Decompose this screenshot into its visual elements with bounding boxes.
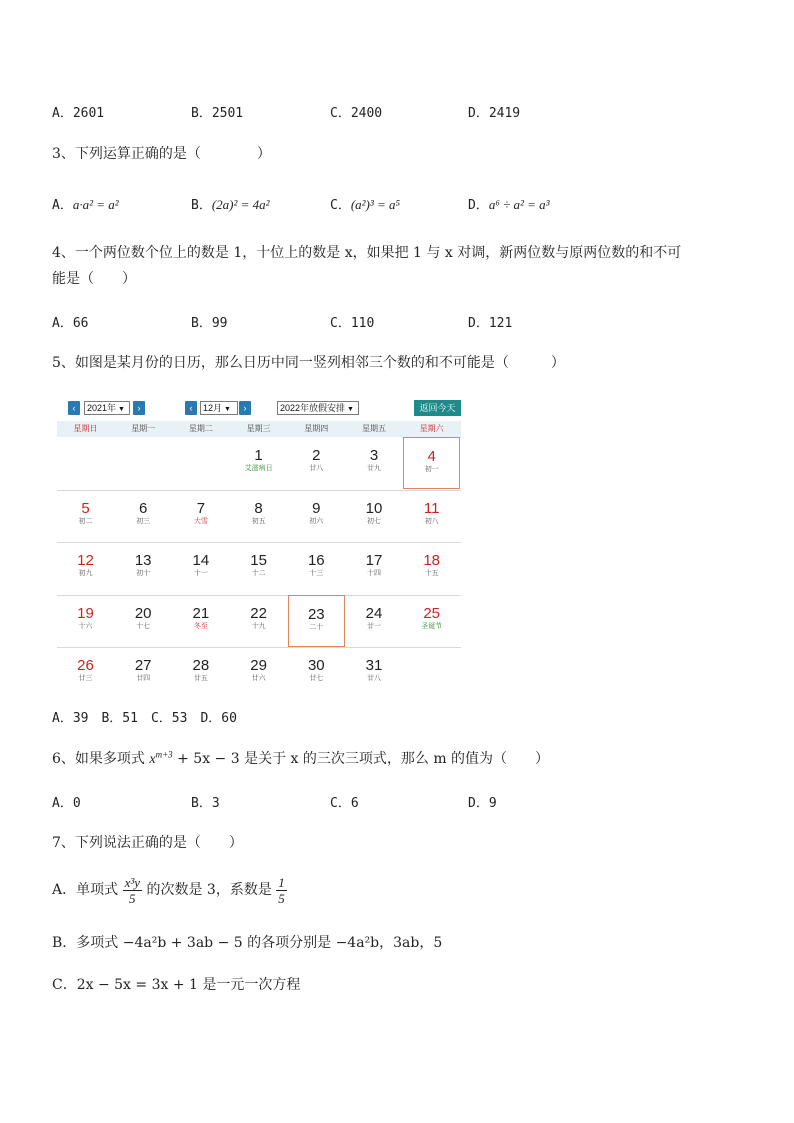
calendar-lunar-label: 大雪 xyxy=(193,517,208,525)
calendar-lunar-label: 十四 xyxy=(367,570,381,577)
q3-option-d xyxy=(468,194,550,213)
calendar-day-cell[interactable] xyxy=(230,437,287,489)
calendar-day-cell[interactable] xyxy=(57,542,114,594)
calendar-lunar-label: 廿七 xyxy=(309,675,324,682)
calendar-day-cell[interactable] xyxy=(57,595,114,647)
q7-option-b: B．多项式 −4a²b + 3ab − 5 的各项分别是 −4a²b，3ab，5 xyxy=(52,935,443,951)
q7-monomial-numerator: x³y xyxy=(124,874,141,890)
calendar-lunar-label: 十三 xyxy=(309,570,324,577)
calendar-lunar-label: 初十 xyxy=(136,570,151,577)
weekday-mon: 星期一 xyxy=(131,424,156,433)
calendar-day-cell[interactable] xyxy=(172,542,229,594)
calendar-day-number: 11 xyxy=(423,499,440,517)
calendar-day-number: 1 xyxy=(254,447,263,464)
year-select-value: 2021年 xyxy=(87,403,117,413)
calendar-day-number: 14 xyxy=(192,552,210,569)
calendar-lunar-label: 初五 xyxy=(251,517,266,525)
calendar-day-number: 6 xyxy=(139,499,148,517)
calendar-day-cell[interactable] xyxy=(346,437,403,489)
calendar-day-cell[interactable] xyxy=(115,490,172,542)
q4-stem-line2: 能是（ ） xyxy=(52,271,136,287)
calendar-lunar-label: 十一 xyxy=(193,570,208,577)
calendar-lunar-label: 十二 xyxy=(251,570,266,577)
weekday-sat: 星期六 xyxy=(419,424,444,433)
calendar-lunar-label: 冬至 xyxy=(193,622,208,630)
q4-option-d: D．121 xyxy=(468,316,513,331)
q6-expr-base: x xyxy=(149,752,156,767)
q4-option-a: A．66 xyxy=(52,316,89,331)
calendar-lunar-label: 廿六 xyxy=(251,675,266,682)
month-select[interactable] xyxy=(200,401,238,415)
calendar-lunar-label: 十九 xyxy=(251,622,266,630)
q3-stem: 3、下列运算正确的是（ ） xyxy=(52,146,271,162)
calendar-lunar-label: 初九 xyxy=(78,570,93,577)
calendar-day-number: 7 xyxy=(196,499,206,517)
q6-option-c: C．6 xyxy=(330,796,359,811)
q3-option-a-label: A． xyxy=(52,198,73,213)
calendar-day-cell[interactable] xyxy=(346,490,403,542)
year-select[interactable] xyxy=(84,401,130,415)
q7-coefficient-fraction xyxy=(276,875,287,906)
q4-option-c: C．110 xyxy=(330,316,375,331)
calendar-day-number: 17 xyxy=(365,552,383,569)
calendar-lunar-label: 初一 xyxy=(424,466,439,473)
calendar-lunar-label: 初二 xyxy=(78,517,93,525)
calendar-day-number: 27 xyxy=(134,657,152,674)
calendar-day-cell[interactable] xyxy=(346,542,403,594)
calendar-lunar-label: 廿八 xyxy=(367,675,381,682)
calendar-day-number: 22 xyxy=(250,604,267,622)
calendar-day-cell[interactable] xyxy=(230,595,287,647)
calendar-day-cell[interactable] xyxy=(288,647,345,699)
q3-option-c-label: C． xyxy=(330,198,351,213)
q7-monomial-fraction xyxy=(123,875,142,906)
next-year-button[interactable]: › xyxy=(133,401,145,415)
q7-option-a-mid: 的次数是 3，系数是 xyxy=(146,882,272,898)
calendar-day-number: 13 xyxy=(134,552,152,569)
calendar-day-cell[interactable] xyxy=(115,542,172,594)
calendar-day-cell[interactable] xyxy=(288,542,345,594)
calendar-lunar-label: 艾滋病日 xyxy=(244,465,273,472)
chevron-down-icon: ▼ xyxy=(118,406,125,413)
calendar-lunar-label: 廿八 xyxy=(309,465,324,472)
q7-stem: 7、下列说法正确的是（ ） xyxy=(52,835,243,851)
calendar-day-number: 16 xyxy=(307,552,325,569)
q7-coefficient-denominator: 5 xyxy=(278,890,285,906)
calendar-day-cell[interactable] xyxy=(57,490,114,542)
calendar-day-cell[interactable] xyxy=(230,542,287,594)
calendar-day-number: 12 xyxy=(77,552,94,569)
calendar-day-number: 8 xyxy=(254,499,263,517)
next-month-button[interactable]: › xyxy=(239,401,251,415)
calendar-lunar-label: 圣诞节 xyxy=(421,622,443,630)
weekday-fri: 星期五 xyxy=(362,424,386,433)
calendar-day-cell[interactable] xyxy=(57,647,114,699)
q4-stem-line1: 4、一个两位数个位上的数是 1，十位上的数是 x，如果把 1 与 x 对调，新两位数与原两位数的和不可 xyxy=(52,245,682,261)
chevron-down-icon: ▼ xyxy=(347,406,354,413)
calendar-day-cell[interactable] xyxy=(288,437,345,489)
calendar-lunar-label: 十六 xyxy=(78,622,93,630)
q7-monomial-denominator: 5 xyxy=(129,890,136,906)
calendar-toolbar xyxy=(57,397,461,419)
calendar-day-cell[interactable] xyxy=(403,595,460,647)
q3-option-a xyxy=(52,194,119,213)
calendar-lunar-label: 廿九 xyxy=(367,465,381,472)
calendar-day-cell[interactable] xyxy=(230,647,287,699)
calendar-day-number: 9 xyxy=(312,499,321,517)
q3-option-d-label: D． xyxy=(468,198,489,213)
calendar-day-cell[interactable] xyxy=(346,595,403,647)
q6-option-d: D．9 xyxy=(468,796,497,811)
chevron-down-icon: ▼ xyxy=(224,406,231,413)
weekday-wed: 星期三 xyxy=(246,424,271,433)
calendar-day-number: 3 xyxy=(369,447,379,464)
calendar-day-number: 25 xyxy=(423,604,441,622)
q3-option-d-expr: a⁶ ÷ a² = a³ xyxy=(488,197,550,212)
q6-expr-rest: + 5x − 3 xyxy=(172,751,240,767)
calendar-day-number: 24 xyxy=(365,604,383,622)
calendar-day-cell[interactable] xyxy=(230,490,287,542)
q3-option-c xyxy=(330,194,400,213)
calendar-day-number: 4 xyxy=(427,448,436,465)
calendar-lunar-label: 廿五 xyxy=(193,675,208,682)
calendar-lunar-label: 十七 xyxy=(136,622,151,630)
calendar-day-cell[interactable] xyxy=(115,647,172,699)
weekday-tue: 星期二 xyxy=(188,424,213,433)
calendar-day-cell[interactable] xyxy=(403,490,460,542)
calendar-lunar-label: 初七 xyxy=(367,517,381,525)
q7-option-a-prefix: A．单项式 xyxy=(52,882,119,898)
q2-option-d: D．2419 xyxy=(468,106,521,121)
calendar-widget xyxy=(57,397,461,687)
calendar-day-cell[interactable] xyxy=(403,437,460,489)
calendar-day-number: 29 xyxy=(250,657,267,674)
calendar-lunar-label: 十五 xyxy=(424,570,439,577)
calendar-lunar-label: 廿四 xyxy=(136,675,151,682)
calendar-lunar-label: 初六 xyxy=(309,517,324,525)
holiday-select[interactable] xyxy=(277,401,359,415)
q3-option-c-expr: (a²)³ = a⁵ xyxy=(350,197,401,212)
calendar-day-number: 28 xyxy=(192,657,210,674)
prev-month-button[interactable]: ‹ xyxy=(185,401,197,415)
today-button[interactable]: 返回今天 xyxy=(414,400,461,416)
q3-option-a-expr: a·a² = a² xyxy=(72,197,119,212)
calendar-day-number: 20 xyxy=(134,604,152,622)
q2-option-b: B．2501 xyxy=(191,106,244,121)
calendar-lunar-label: 二十 xyxy=(309,623,324,631)
calendar-lunar-label: 初三 xyxy=(136,517,151,525)
q3-option-b-label: B． xyxy=(191,198,212,213)
calendar-day-cell[interactable] xyxy=(403,542,460,594)
q6-stem-suffix: 是关于 x 的三次三项式，那么 m 的值为（ ） xyxy=(239,751,550,767)
q7-option-c: C．2x − 5x = 3x + 1 是一元一次方程 xyxy=(52,977,301,993)
q7-option-a xyxy=(52,874,287,906)
calendar-day-number: 2 xyxy=(312,447,321,464)
q7-coefficient-numerator: 1 xyxy=(278,874,285,890)
calendar-day-number: 21 xyxy=(192,604,210,622)
calendar-day-cell[interactable] xyxy=(115,595,172,647)
q6-expr-exponent: m+3 xyxy=(155,749,173,760)
q2-option-a: A．2601 xyxy=(52,106,105,121)
q6-stem xyxy=(52,748,549,768)
calendar-day-number: 5 xyxy=(81,499,90,517)
calendar-lunar-label: 廿三 xyxy=(78,675,93,682)
weekday-sun: 星期日 xyxy=(73,424,98,433)
calendar-day-number: 15 xyxy=(250,552,267,569)
calendar-day-number: 19 xyxy=(77,604,94,622)
weekday-header xyxy=(57,421,461,437)
calendar-lunar-label: 廿一 xyxy=(367,622,381,630)
q6-stem-prefix: 6、如果多项式 xyxy=(52,751,150,767)
q3-option-b xyxy=(191,194,270,213)
calendar-day-number: 23 xyxy=(307,605,325,623)
q3-option-b-expr: (2a)² = 4a² xyxy=(211,197,270,212)
q5-stem: 5、如图是某月份的日历，那么日历中同一竖列相邻三个数的和不可能是（ ） xyxy=(52,355,565,371)
month-select-value: 12月 xyxy=(203,403,223,413)
prev-year-button[interactable]: ‹ xyxy=(68,401,80,415)
q6-option-b: B．3 xyxy=(191,796,220,811)
q2-option-c: C．2400 xyxy=(330,106,383,121)
calendar-day-cell[interactable] xyxy=(288,595,345,647)
weekday-thu: 星期四 xyxy=(304,424,329,433)
calendar-day-number: 10 xyxy=(365,499,383,517)
holiday-select-value: 2022年放假安排 xyxy=(280,403,346,413)
calendar-day-cell[interactable] xyxy=(288,490,345,542)
calendar-lunar-label: 初八 xyxy=(424,517,439,525)
calendar-day-cell[interactable] xyxy=(172,647,229,699)
calendar-day-number: 31 xyxy=(365,657,383,674)
q4-option-b: B．99 xyxy=(191,316,228,331)
q6-option-a: A．0 xyxy=(52,796,81,811)
q5-options: A．39 B．51 C．53 D．60 xyxy=(52,711,237,726)
calendar-day-cell[interactable] xyxy=(172,595,229,647)
calendar-day-cell[interactable] xyxy=(346,647,403,699)
calendar-day-cell[interactable] xyxy=(172,490,229,542)
calendar-day-number: 30 xyxy=(307,657,325,674)
calendar-day-number: 26 xyxy=(77,657,94,674)
calendar-day-number: 18 xyxy=(423,552,441,569)
